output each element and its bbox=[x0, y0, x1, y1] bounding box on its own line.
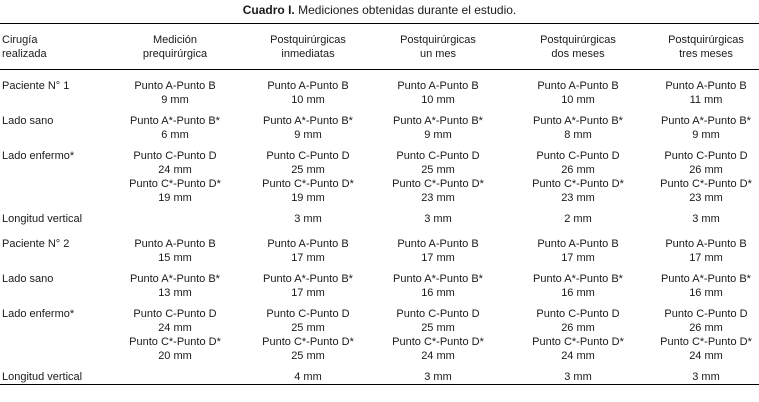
top-rule bbox=[0, 23, 759, 24]
table-cell: Punto C-Punto D bbox=[536, 150, 620, 162]
table-cell: 3 mm bbox=[564, 371, 592, 383]
header-cell: inmediatas bbox=[281, 48, 335, 60]
table-cell: 3 mm bbox=[424, 213, 452, 225]
table-cell: Punto C*-Punto D* bbox=[392, 178, 484, 190]
table-cell: 20 mm bbox=[158, 350, 192, 362]
table-cell: 24 mm bbox=[158, 164, 192, 176]
row-label: Longitud vertical bbox=[2, 213, 83, 225]
bottom-rule bbox=[0, 384, 759, 385]
table-cell: Punto C*-Punto D* bbox=[660, 178, 752, 190]
table-cell: Punto A*-Punto B* bbox=[263, 273, 353, 285]
header-cell: Cirugía bbox=[2, 34, 38, 46]
table-cell: Punto A-Punto B bbox=[537, 238, 619, 250]
table-cell: 25 mm bbox=[291, 164, 325, 176]
table-cell: Punto A*-Punto B* bbox=[393, 273, 483, 285]
row-label: Longitud vertical bbox=[2, 371, 83, 383]
table-cell: Punto C*-Punto D* bbox=[129, 336, 221, 348]
table-cell: 26 mm bbox=[561, 164, 595, 176]
table-cell: Punto C*-Punto D* bbox=[262, 336, 354, 348]
table-cell: 10 mm bbox=[291, 94, 325, 106]
table-cell: 17 mm bbox=[291, 252, 325, 264]
table-cell: Punto C*-Punto D* bbox=[129, 178, 221, 190]
header-cell: dos meses bbox=[551, 48, 605, 60]
table-cell: Punto C-Punto D bbox=[266, 150, 350, 162]
header-cell: Postquirúrgicas bbox=[668, 34, 744, 46]
table-cell: 13 mm bbox=[158, 287, 192, 299]
table-cell: 19 mm bbox=[291, 192, 325, 204]
table-cell: 26 mm bbox=[561, 322, 595, 334]
header-cell: un mes bbox=[419, 48, 457, 60]
table-cell: 9 mm bbox=[161, 94, 189, 106]
table-cell: 8 mm bbox=[564, 129, 592, 141]
row-label: Paciente N° 1 bbox=[2, 80, 70, 92]
table-cell: 25 mm bbox=[291, 350, 325, 362]
row-label: Lado enfermo* bbox=[2, 150, 75, 162]
table-cell: Punto C-Punto D bbox=[133, 308, 217, 320]
header-cell: realizada bbox=[2, 48, 47, 60]
table-cell: Punto A-Punto B bbox=[665, 80, 747, 92]
table-cell: 3 mm bbox=[294, 213, 322, 225]
table-cell: 17 mm bbox=[421, 252, 455, 264]
table-cell: 17 mm bbox=[561, 252, 595, 264]
row-label: Lado enfermo* bbox=[2, 308, 75, 320]
header-cell: tres meses bbox=[679, 48, 733, 60]
table-cell: 24 mm bbox=[158, 322, 192, 334]
header-cell: Postquirúrgicas bbox=[400, 34, 476, 46]
table-cell: 23 mm bbox=[561, 192, 595, 204]
table-cell: Punto C-Punto D bbox=[664, 150, 748, 162]
table-cell: 19 mm bbox=[158, 192, 192, 204]
table-cell: Punto A*-Punto B* bbox=[393, 115, 483, 127]
table-cell: Punto C-Punto D bbox=[536, 308, 620, 320]
table-cell: Punto A*-Punto B* bbox=[661, 273, 751, 285]
table-cell: 9 mm bbox=[294, 129, 322, 141]
table-cell: 25 mm bbox=[421, 322, 455, 334]
table-cell: 3 mm bbox=[692, 371, 720, 383]
table-cell: 16 mm bbox=[561, 287, 595, 299]
table-cell: 23 mm bbox=[421, 192, 455, 204]
table-cell: Punto C-Punto D bbox=[133, 150, 217, 162]
table-cell: 23 mm bbox=[689, 192, 723, 204]
header-cell: prequirúrgica bbox=[142, 48, 208, 60]
table-cell: Punto A-Punto B bbox=[397, 80, 479, 92]
table-cell: 6 mm bbox=[161, 129, 189, 141]
table-cell: 16 mm bbox=[689, 287, 723, 299]
caption-text: Mediciones obtenidas durante el estudio. bbox=[294, 3, 517, 17]
table-cell: 10 mm bbox=[421, 94, 455, 106]
table-cell: Punto C*-Punto D* bbox=[262, 178, 354, 190]
table-cell: 16 mm bbox=[421, 287, 455, 299]
header-cell: Postquirúrgicas bbox=[540, 34, 616, 46]
table-cell: Punto A-Punto B bbox=[134, 238, 216, 250]
table-cell: 11 mm bbox=[689, 94, 723, 106]
caption-label: Cuadro I. bbox=[242, 3, 295, 17]
row-label: Lado sano bbox=[2, 115, 54, 127]
table-cell: 25 mm bbox=[421, 164, 455, 176]
row-label: Paciente N° 2 bbox=[2, 238, 70, 250]
table-cell: 2 mm bbox=[564, 213, 592, 225]
table-cell: 24 mm bbox=[689, 350, 723, 362]
table-caption bbox=[0, 3, 759, 17]
table-cell: 24 mm bbox=[421, 350, 455, 362]
table-cell: Punto C-Punto D bbox=[664, 308, 748, 320]
table-cell: 9 mm bbox=[692, 129, 720, 141]
table-cell: Punto C*-Punto D* bbox=[392, 336, 484, 348]
table-cell: Punto C-Punto D bbox=[396, 308, 480, 320]
table-cell: 10 mm bbox=[561, 94, 595, 106]
table-cell: Punto A-Punto B bbox=[267, 80, 349, 92]
table-cell: Punto A*-Punto B* bbox=[661, 115, 751, 127]
table-cell: 9 mm bbox=[424, 129, 452, 141]
table-cell: Punto C*-Punto D* bbox=[660, 336, 752, 348]
table-cell: 17 mm bbox=[689, 252, 723, 264]
header-cell: Medición bbox=[152, 34, 198, 46]
table-cell: Punto A-Punto B bbox=[665, 238, 747, 250]
table-cell: 17 mm bbox=[291, 287, 325, 299]
table-cell: Punto A-Punto B bbox=[537, 80, 619, 92]
header-rule bbox=[0, 69, 759, 70]
table-cell: 3 mm bbox=[692, 213, 720, 225]
table-cell: Punto C*-Punto D* bbox=[532, 178, 624, 190]
table-cell: Punto C-Punto D bbox=[396, 150, 480, 162]
table-cell: Punto A*-Punto B* bbox=[263, 115, 353, 127]
table-cell: Punto C-Punto D bbox=[266, 308, 350, 320]
row-label: Lado sano bbox=[2, 273, 54, 285]
table-cell: Punto A-Punto B bbox=[397, 238, 479, 250]
header-cell: Postquirúrgicas bbox=[270, 34, 346, 46]
table-cell: 26 mm bbox=[689, 322, 723, 334]
table-cell: Punto A*-Punto B* bbox=[130, 273, 220, 285]
table-cell: Punto A-Punto B bbox=[267, 238, 349, 250]
table-cell: Punto A*-Punto B* bbox=[533, 115, 623, 127]
table-cell: 3 mm bbox=[424, 371, 452, 383]
table-cell: Punto C*-Punto D* bbox=[532, 336, 624, 348]
table-cell: 24 mm bbox=[561, 350, 595, 362]
table-cell: 26 mm bbox=[689, 164, 723, 176]
table-cell: Punto A*-Punto B* bbox=[533, 273, 623, 285]
table-cell: 25 mm bbox=[291, 322, 325, 334]
table-cell: Punto A-Punto B bbox=[134, 80, 216, 92]
table-cell: 15 mm bbox=[158, 252, 192, 264]
table-cell: Punto A*-Punto B* bbox=[130, 115, 220, 127]
table-cell: 4 mm bbox=[294, 371, 322, 383]
